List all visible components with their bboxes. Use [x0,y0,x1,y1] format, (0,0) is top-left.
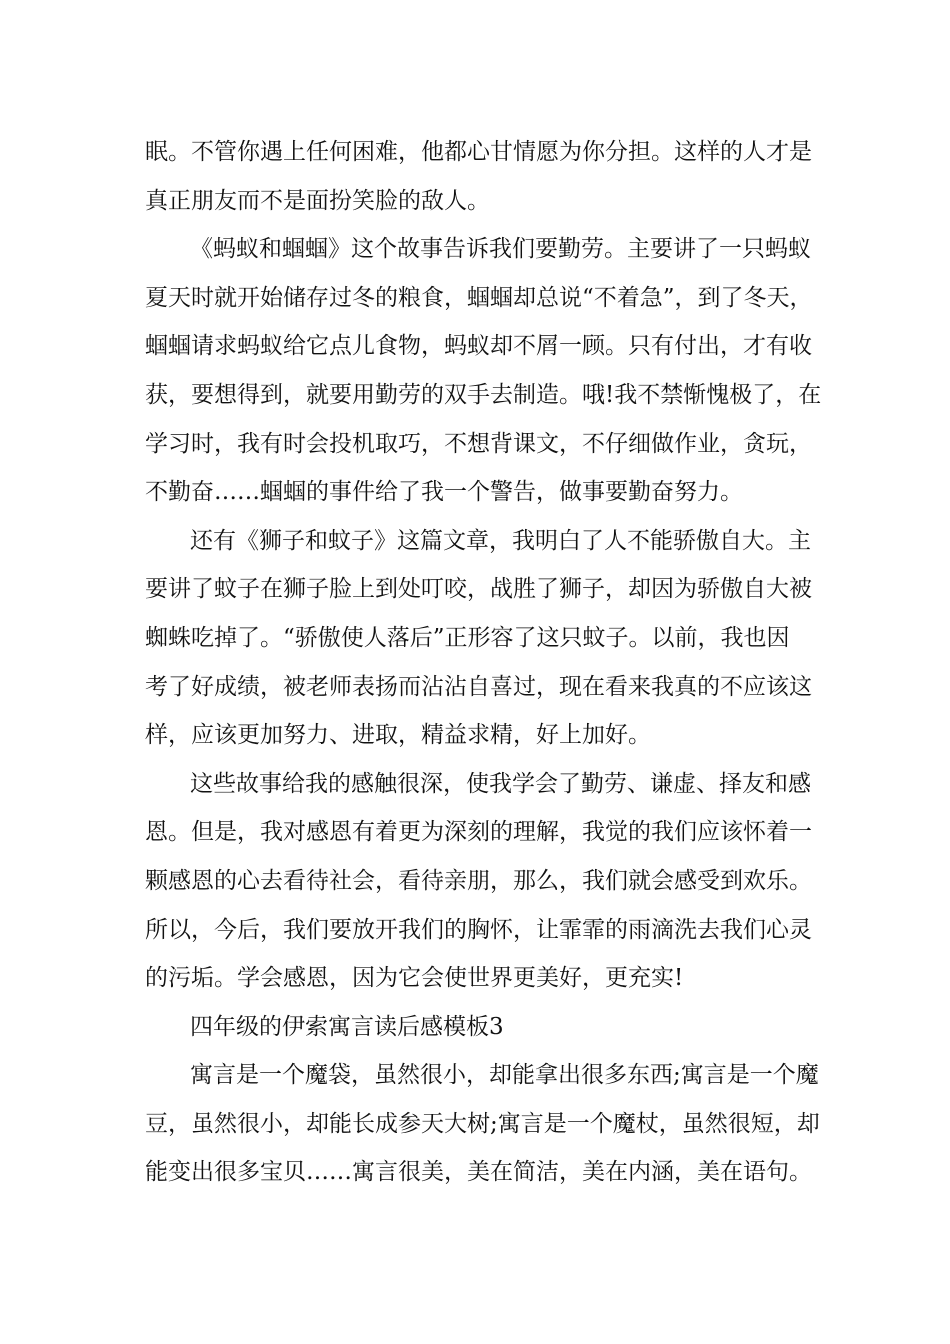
text-line: 真正朋友而不是面扮笑脸的敌人。 [145,187,490,214]
text-line: 不勤奋……蝈蝈的事件给了我一个警告，做事要勤奋努力。 [145,479,743,506]
text-line: 要讲了蚊子在狮子脸上到处叮咬，战胜了狮子，却因为骄傲自大被 [145,576,812,603]
text-line: 眠。不管你遇上任何困难，他都心甘情愿为你分担。这样的人才是 [145,139,812,165]
text-line: 蜘蛛吃掉了。“骄傲使人落后”正形容了这只蚊子。以前，我也因 [145,624,790,651]
text-line: 考了好成绩，被老师表扬而沾沾自喜过，现在看来我真的不应该这 [145,673,812,700]
text-line: 寓言是一个魔袋，虽然很小，却能拿出很多东西;寓言是一个魔 [190,1062,819,1089]
text-line: 样，应该更加努力、进取，精益求精，好上加好。 [145,722,651,749]
text-line: 《蚂蚁和蝈蝈》这个故事告诉我们要勤劳。主要讲了一只蚂蚁 [190,236,811,263]
text-line: 学习时，我有时会投机取巧，不想背课文，不仔细做作业，贪玩， [145,430,812,457]
text-line: 夏天时就开始储存过冬的粮食，蝈蝈却总说“不着急”，到了冬天， [145,284,813,311]
text-line: 还有《狮子和蚊子》这篇文章，我明白了人不能骄傲自大。主 [190,527,811,554]
text-line: 获，要想得到，就要用勤劳的双手去制造。哦!我不禁惭愧极了，在 [145,381,822,408]
text-line: 恩。但是，我对感恩有着更为深刻的理解，我觉的我们应该怀着一 [145,819,812,846]
body-text [145,128,822,1197]
text-line: 颗感恩的心去看待社会，看待亲朋，那么，我们就会感受到欢乐。 [145,867,812,894]
text-line: 豆，虽然很小，却能长成参天大树;寓言是一个魔杖，虽然很短，却 [145,1110,820,1137]
text-line: 的污垢。学会感恩，因为它会使世界更美好，更充实! [145,965,684,992]
section-heading: 四年级的伊索寓言读后感模板3 [190,1013,504,1040]
text-line: 蝈蝈请求蚂蚁给它点儿食物，蚂蚁却不屑一顾。只有付出，才有收 [145,333,812,360]
text-line: 这些故事给我的感触很深，使我学会了勤劳、谦虚、择友和感 [190,770,811,797]
text-line: 所以，今后，我们要放开我们的胸怀，让霏霏的雨滴洗去我们心灵 [145,916,812,943]
text-line: 能变出很多宝贝……寓言很美，美在简洁，美在内涵，美在语句。 [145,1159,812,1186]
